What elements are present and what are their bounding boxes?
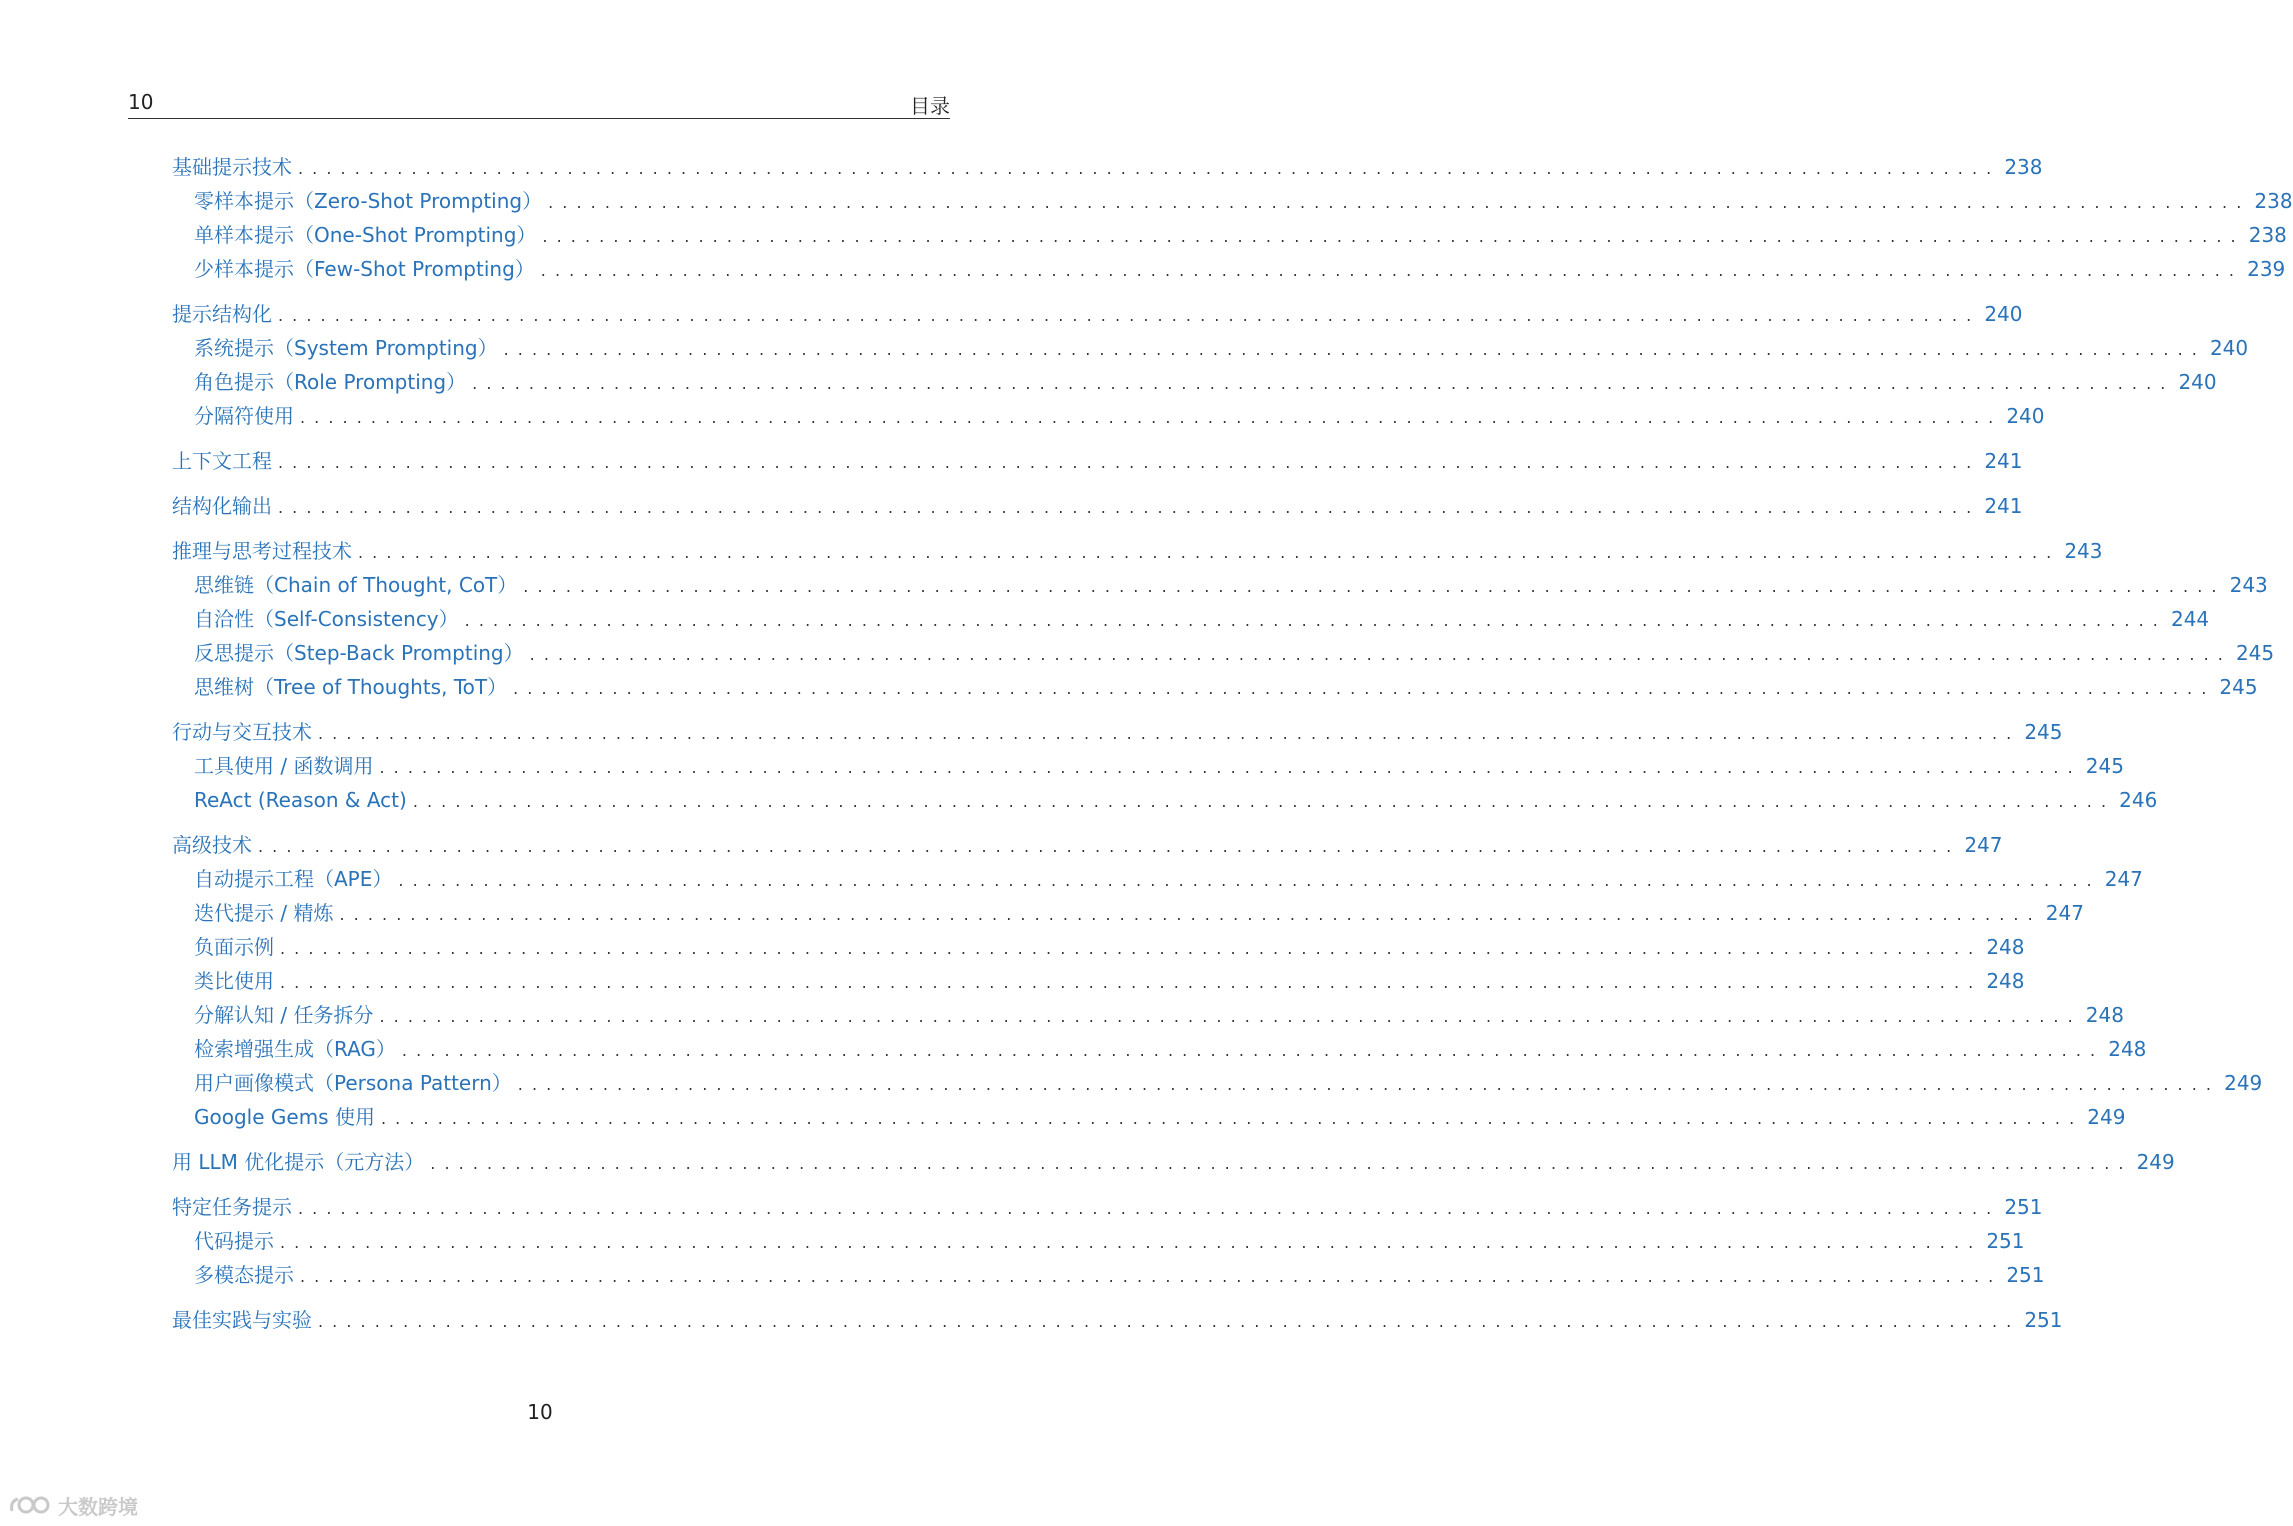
toc-entry-page-number: 251 bbox=[2004, 1195, 2043, 1219]
toc-dot-leader: ........................................................................................................................ bbox=[339, 905, 2042, 924]
toc-entry-page-number: 246 bbox=[2119, 788, 2158, 812]
toc-section-entry[interactable] bbox=[172, 1190, 2043, 1224]
toc-dot-leader: ........................................................................................................................ bbox=[412, 792, 2116, 811]
toc-entry-title: 代码提示 bbox=[194, 1229, 274, 1253]
toc-entry-title: 基础提示技术 bbox=[172, 155, 292, 179]
toc-section-entry[interactable] bbox=[172, 1145, 2175, 1179]
toc-entry-page-number: 248 bbox=[1986, 969, 2025, 993]
toc-dot-leader: ........................................................................................................................ bbox=[379, 1007, 2082, 1026]
toc-entry-title: 工具使用 / 函数调用 bbox=[194, 754, 374, 778]
toc-dot-leader: ........................................................................................................................ bbox=[300, 1267, 2003, 1286]
toc-entry-title: 用 LLM 优化提示（元方法） bbox=[172, 1150, 425, 1174]
toc-dot-leader: ........................................................................................................................ bbox=[278, 498, 1981, 517]
toc-dot-leader: ........................................................................................................................ bbox=[280, 939, 1983, 958]
toc-entry-page-number: 245 bbox=[2085, 754, 2124, 778]
toc-entry-title: 迭代提示 / 精炼 bbox=[194, 901, 334, 925]
toc-section-entry[interactable] bbox=[172, 828, 2003, 862]
toc-subsection-entry[interactable] bbox=[172, 602, 2210, 636]
toc-subsection-entry[interactable] bbox=[172, 399, 2045, 433]
watermark bbox=[8, 1490, 138, 1520]
toc-entry-page-number: 248 bbox=[2085, 1003, 2124, 1027]
toc-entry-title: 推理与思考过程技术 bbox=[172, 539, 352, 563]
header-title: 目录 bbox=[910, 94, 950, 118]
table-of-contents bbox=[172, 150, 2293, 1337]
toc-subsection-entry[interactable] bbox=[172, 998, 2124, 1032]
toc-entry-title: 分隔符使用 bbox=[194, 404, 294, 428]
toc-entry-title: 自洽性（Self-Consistency） bbox=[194, 607, 459, 631]
toc-subsection-entry[interactable] bbox=[172, 964, 2025, 998]
toc-subsection-entry[interactable] bbox=[172, 930, 2025, 964]
toc-subsection-entry[interactable] bbox=[172, 896, 2084, 930]
toc-entry-page-number: 247 bbox=[1964, 833, 2003, 857]
toc-subsection-entry[interactable] bbox=[172, 568, 2268, 602]
toc-entry-page-number: 238 bbox=[2254, 189, 2293, 213]
toc-entry-page-number: 241 bbox=[1984, 449, 2023, 473]
toc-subsection-entry[interactable] bbox=[172, 749, 2124, 783]
toc-entry-title: 提示结构化 bbox=[172, 302, 272, 326]
toc-dot-leader: ........................................................................................................................ bbox=[517, 1075, 2221, 1094]
toc-entry-page-number: 247 bbox=[2104, 867, 2143, 891]
toc-entry-page-number: 251 bbox=[1986, 1229, 2025, 1253]
toc-entry-title: 分解认知 / 任务拆分 bbox=[194, 1003, 374, 1027]
toc-section-entry[interactable] bbox=[172, 489, 2023, 523]
toc-dot-leader: ........................................................................................................................ bbox=[379, 758, 2082, 777]
toc-entry-title: 行动与交互技术 bbox=[172, 720, 312, 744]
toc-entry-page-number: 238 bbox=[2004, 155, 2043, 179]
toc-entry-page-number: 248 bbox=[2108, 1037, 2147, 1061]
toc-subsection-entry[interactable] bbox=[172, 218, 2287, 252]
toc-subsection-entry[interactable] bbox=[172, 1224, 2025, 1258]
toc-entry-page-number: 240 bbox=[1984, 302, 2023, 326]
toc-entry-title: 多模态提示 bbox=[194, 1263, 294, 1287]
toc-section-entry[interactable] bbox=[172, 534, 2103, 568]
toc-dot-leader: ........................................................................................................................ bbox=[380, 1109, 2084, 1128]
toc-entry-page-number: 240 bbox=[2209, 336, 2249, 360]
toc-entry-title: 思维树（Tree of Thoughts, ToT） bbox=[194, 675, 508, 699]
toc-entry-title: 少样本提示（Few-Shot Prompting） bbox=[194, 257, 535, 281]
toc-entry-page-number: 245 bbox=[2219, 675, 2258, 699]
toc-dot-leader: ........................................................................................................................ bbox=[398, 871, 2101, 890]
toc-subsection-entry[interactable] bbox=[172, 184, 2293, 218]
footer-page-number: 10 bbox=[527, 1400, 553, 1424]
toc-dot-leader: ........................................................................................................................ bbox=[542, 227, 2245, 246]
toc-section-entry[interactable] bbox=[172, 150, 2043, 184]
toc-entry-page-number: 249 bbox=[2087, 1105, 2126, 1129]
toc-subsection-entry[interactable] bbox=[172, 862, 2143, 896]
toc-subsection-entry[interactable] bbox=[172, 1258, 2045, 1292]
toc-dot-leader: ........................................................................................................................ bbox=[258, 837, 1961, 856]
toc-section-entry[interactable] bbox=[172, 715, 2063, 749]
toc-entry-title: 思维链（Chain of Thought, CoT） bbox=[194, 573, 518, 597]
toc-entry-title: 零样本提示（Zero-Shot Prompting） bbox=[194, 189, 543, 213]
toc-section-entry[interactable] bbox=[172, 1303, 2063, 1337]
toc-subsection-entry[interactable] bbox=[172, 636, 2275, 670]
toc-dot-leader: ........................................................................................................................ bbox=[529, 645, 2232, 664]
toc-dot-leader: ........................................................................................................................ bbox=[401, 1041, 2105, 1060]
toc-entry-page-number: 247 bbox=[2045, 901, 2084, 925]
toc-dot-leader: ........................................................................................................................ bbox=[298, 159, 2001, 178]
toc-entry-page-number: 240 bbox=[2178, 370, 2217, 394]
toc-subsection-entry[interactable] bbox=[172, 1066, 2263, 1100]
header-page-number: 10 bbox=[128, 90, 154, 114]
toc-entry-page-number: 238 bbox=[2248, 223, 2287, 247]
running-header bbox=[128, 86, 950, 119]
toc-entry-page-number: 249 bbox=[2136, 1150, 2175, 1174]
toc-entry-page-number: 240 bbox=[2006, 404, 2045, 428]
toc-dot-leader: ........................................................................................................................ bbox=[298, 1199, 2001, 1218]
toc-entry-page-number: 245 bbox=[2235, 641, 2275, 665]
toc-entry-title: 反思提示（Step-Back Prompting） bbox=[194, 641, 524, 665]
toc-entry-title: 类比使用 bbox=[194, 969, 274, 993]
toc-dot-leader: ........................................................................................................................ bbox=[300, 408, 2003, 427]
toc-subsection-entry[interactable] bbox=[172, 783, 2158, 817]
toc-dot-leader: ........................................................................................................................ bbox=[278, 306, 1981, 325]
toc-section-entry[interactable] bbox=[172, 444, 2023, 478]
toc-entry-title: 用户画像模式（Persona Pattern） bbox=[194, 1071, 512, 1095]
toc-dot-leader: ........................................................................................................................ bbox=[503, 340, 2206, 359]
toc-entry-title: 最佳实践与实验 bbox=[172, 1308, 312, 1332]
toc-subsection-entry[interactable] bbox=[172, 252, 2286, 286]
toc-entry-title: 系统提示（System Prompting） bbox=[194, 336, 498, 360]
toc-dot-leader: ........................................................................................................................ bbox=[430, 1154, 2133, 1173]
toc-entry-page-number: 251 bbox=[2006, 1263, 2045, 1287]
toc-subsection-entry[interactable] bbox=[172, 1032, 2147, 1066]
toc-entry-page-number: 251 bbox=[2024, 1308, 2063, 1332]
toc-dot-leader: ........................................................................................................................ bbox=[278, 453, 1981, 472]
toc-dot-leader: ........................................................................................................................ bbox=[472, 374, 2175, 393]
toc-dot-leader: ........................................................................................................................ bbox=[464, 611, 2167, 630]
watermark-text: 大数跨境 bbox=[58, 1494, 138, 1519]
toc-section-entry[interactable] bbox=[172, 297, 2023, 331]
toc-dot-leader: ........................................................................................................................ bbox=[548, 193, 2251, 212]
toc-entry-title: 上下文工程 bbox=[172, 449, 272, 473]
toc-entry-title: 角色提示（Role Prompting） bbox=[194, 370, 467, 394]
toc-dot-leader: ........................................................................................................................ bbox=[540, 261, 2244, 280]
toc-entry-title: 结构化输出 bbox=[172, 494, 272, 518]
toc-entry-page-number: 243 bbox=[2064, 539, 2103, 563]
brand-logo-icon bbox=[8, 1493, 52, 1517]
toc-entry-title: 检索增强生成（RAG） bbox=[194, 1037, 396, 1061]
toc-entry-title: Google Gems 使用 bbox=[194, 1105, 375, 1129]
toc-dot-leader: ........................................................................................................................ bbox=[318, 724, 2021, 743]
toc-dot-leader: ........................................................................................................................ bbox=[318, 1312, 2021, 1331]
toc-subsection-entry[interactable] bbox=[172, 670, 2258, 704]
toc-entry-page-number: 249 bbox=[2224, 1071, 2263, 1095]
toc-dot-leader: ........................................................................................................................ bbox=[280, 973, 1983, 992]
toc-subsection-entry[interactable] bbox=[172, 1100, 2126, 1134]
toc-entry-title: 高级技术 bbox=[172, 833, 252, 857]
toc-subsection-entry[interactable] bbox=[172, 331, 2249, 365]
toc-entry-page-number: 244 bbox=[2170, 607, 2210, 631]
toc-dot-leader: ........................................................................................................................ bbox=[523, 577, 2226, 596]
toc-entry-page-number: 239 bbox=[2247, 257, 2286, 281]
toc-entry-title: 特定任务提示 bbox=[172, 1195, 292, 1219]
toc-entry-title: ReAct (Reason & Act) bbox=[194, 788, 407, 812]
toc-dot-leader: ........................................................................................................................ bbox=[358, 543, 2061, 562]
toc-dot-leader: ........................................................................................................................ bbox=[280, 1233, 1983, 1252]
toc-subsection-entry[interactable] bbox=[172, 365, 2217, 399]
toc-dot-leader: ........................................................................................................................ bbox=[513, 679, 2216, 698]
toc-entry-page-number: 241 bbox=[1984, 494, 2023, 518]
toc-entry-title: 负面示例 bbox=[194, 935, 274, 959]
toc-entry-title: 单样本提示（One-Shot Prompting） bbox=[194, 223, 537, 247]
toc-entry-title: 自动提示工程（APE） bbox=[194, 867, 393, 891]
toc-entry-page-number: 245 bbox=[2024, 720, 2063, 744]
toc-entry-page-number: 243 bbox=[2229, 573, 2268, 597]
toc-entry-page-number: 248 bbox=[1986, 935, 2025, 959]
